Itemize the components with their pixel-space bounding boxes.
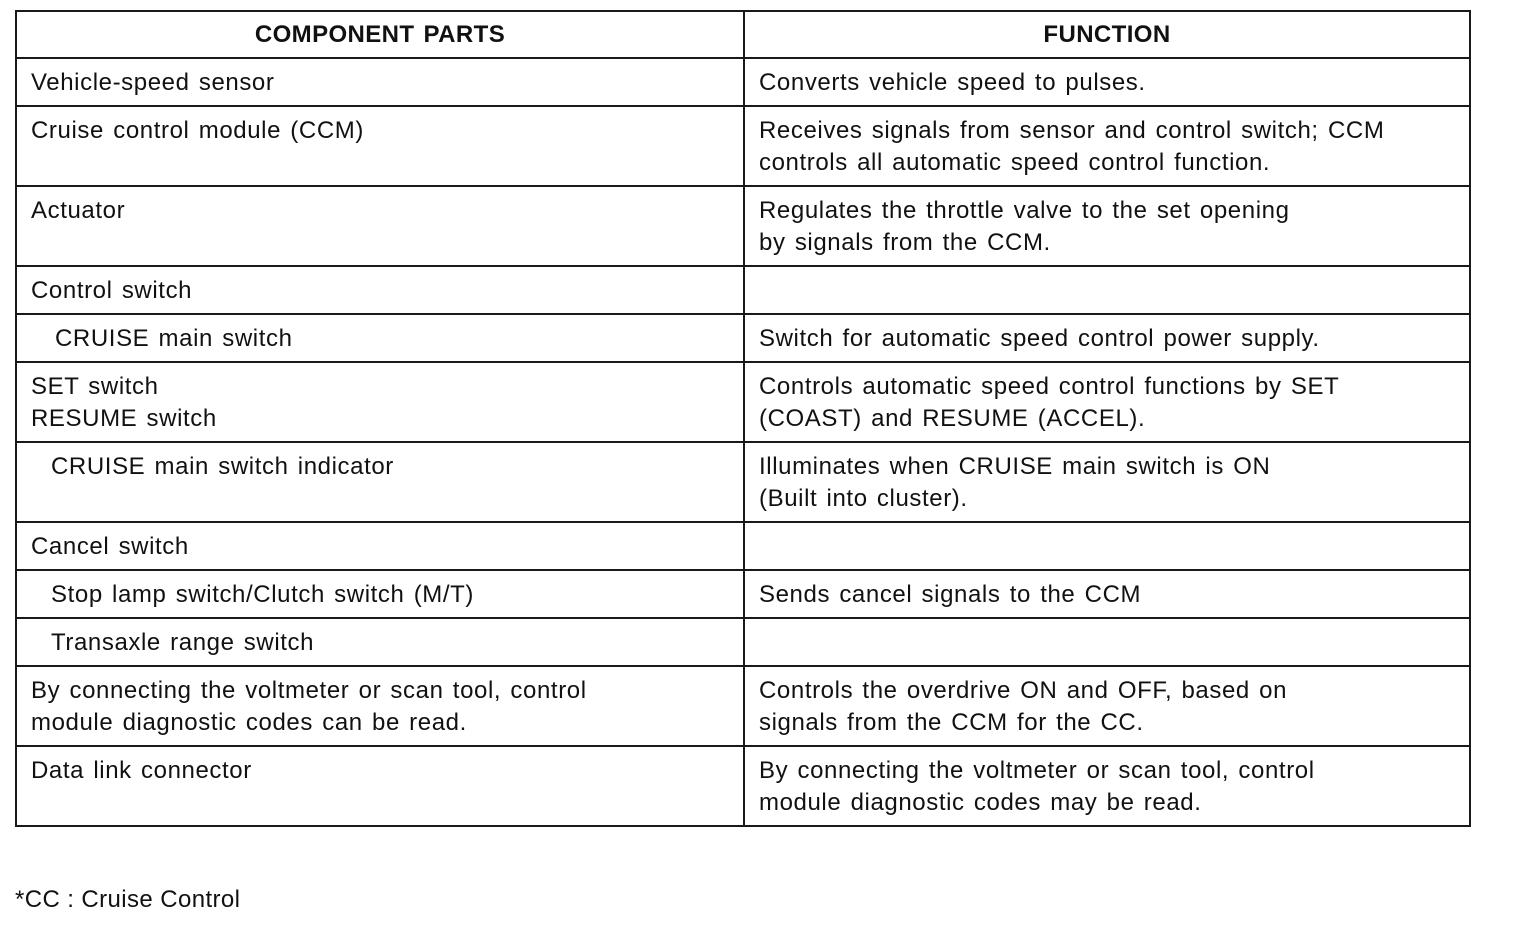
table-row — [16, 314, 1470, 362]
component-cell: Cancel switch — [16, 522, 744, 570]
function-cell: Receives signals from sensor and control switch; CCM controls all automatic speed control function. — [744, 106, 1470, 186]
component-cell: Cruise control module (CCM) — [16, 106, 744, 186]
component-cell: Transaxle range switch — [16, 618, 744, 666]
table-row — [16, 666, 1470, 746]
component-cell: SET switch RESUME switch — [16, 362, 744, 442]
function-cell: By connecting the voltmeter or scan tool, control module diagnostic codes may be read. — [744, 746, 1470, 826]
table-row — [16, 58, 1470, 106]
table-row — [16, 522, 1470, 570]
function-cell — [744, 266, 1470, 314]
function-cell — [744, 618, 1470, 666]
table-row — [16, 266, 1470, 314]
table-row — [16, 442, 1470, 522]
function-cell: Illuminates when CRUISE main switch is ON (Built into cluster). — [744, 442, 1470, 522]
component-cell: By connecting the voltmeter or scan tool, control module diagnostic codes can be read. — [16, 666, 744, 746]
function-cell: Switch for automatic speed control power supply. — [744, 314, 1470, 362]
component-cell: CRUISE main switch — [16, 314, 744, 362]
function-cell: Controls automatic speed control functions by SET (COAST) and RESUME (ACCEL). — [744, 362, 1470, 442]
table-row — [16, 106, 1470, 186]
column-header-component-parts: COMPONENT PARTS — [16, 11, 744, 58]
footnote: *CC : Cruise Control — [15, 886, 241, 913]
table-row — [16, 570, 1470, 618]
table-header-row — [16, 11, 1470, 58]
column-header-function: FUNCTION — [744, 11, 1470, 58]
component-cell: Control switch — [16, 266, 744, 314]
function-cell: Regulates the throttle valve to the set opening by signals from the CCM. — [744, 186, 1470, 266]
function-cell — [744, 522, 1470, 570]
component-cell: Actuator — [16, 186, 744, 266]
function-cell: Sends cancel signals to the CCM — [744, 570, 1470, 618]
function-cell: Controls the overdrive ON and OFF, based on signals from the CCM for the CC. — [744, 666, 1470, 746]
function-cell: Converts vehicle speed to pulses. — [744, 58, 1470, 106]
component-cell: Stop lamp switch/Clutch switch (M/T) — [16, 570, 744, 618]
component-cell: Vehicle-speed sensor — [16, 58, 744, 106]
component-cell: Data link connector — [16, 746, 744, 826]
table-row — [16, 362, 1470, 442]
component-cell: CRUISE main switch indicator — [16, 442, 744, 522]
table-row — [16, 186, 1470, 266]
table-row — [16, 746, 1470, 826]
table-row — [16, 618, 1470, 666]
component-function-table — [15, 10, 1471, 827]
